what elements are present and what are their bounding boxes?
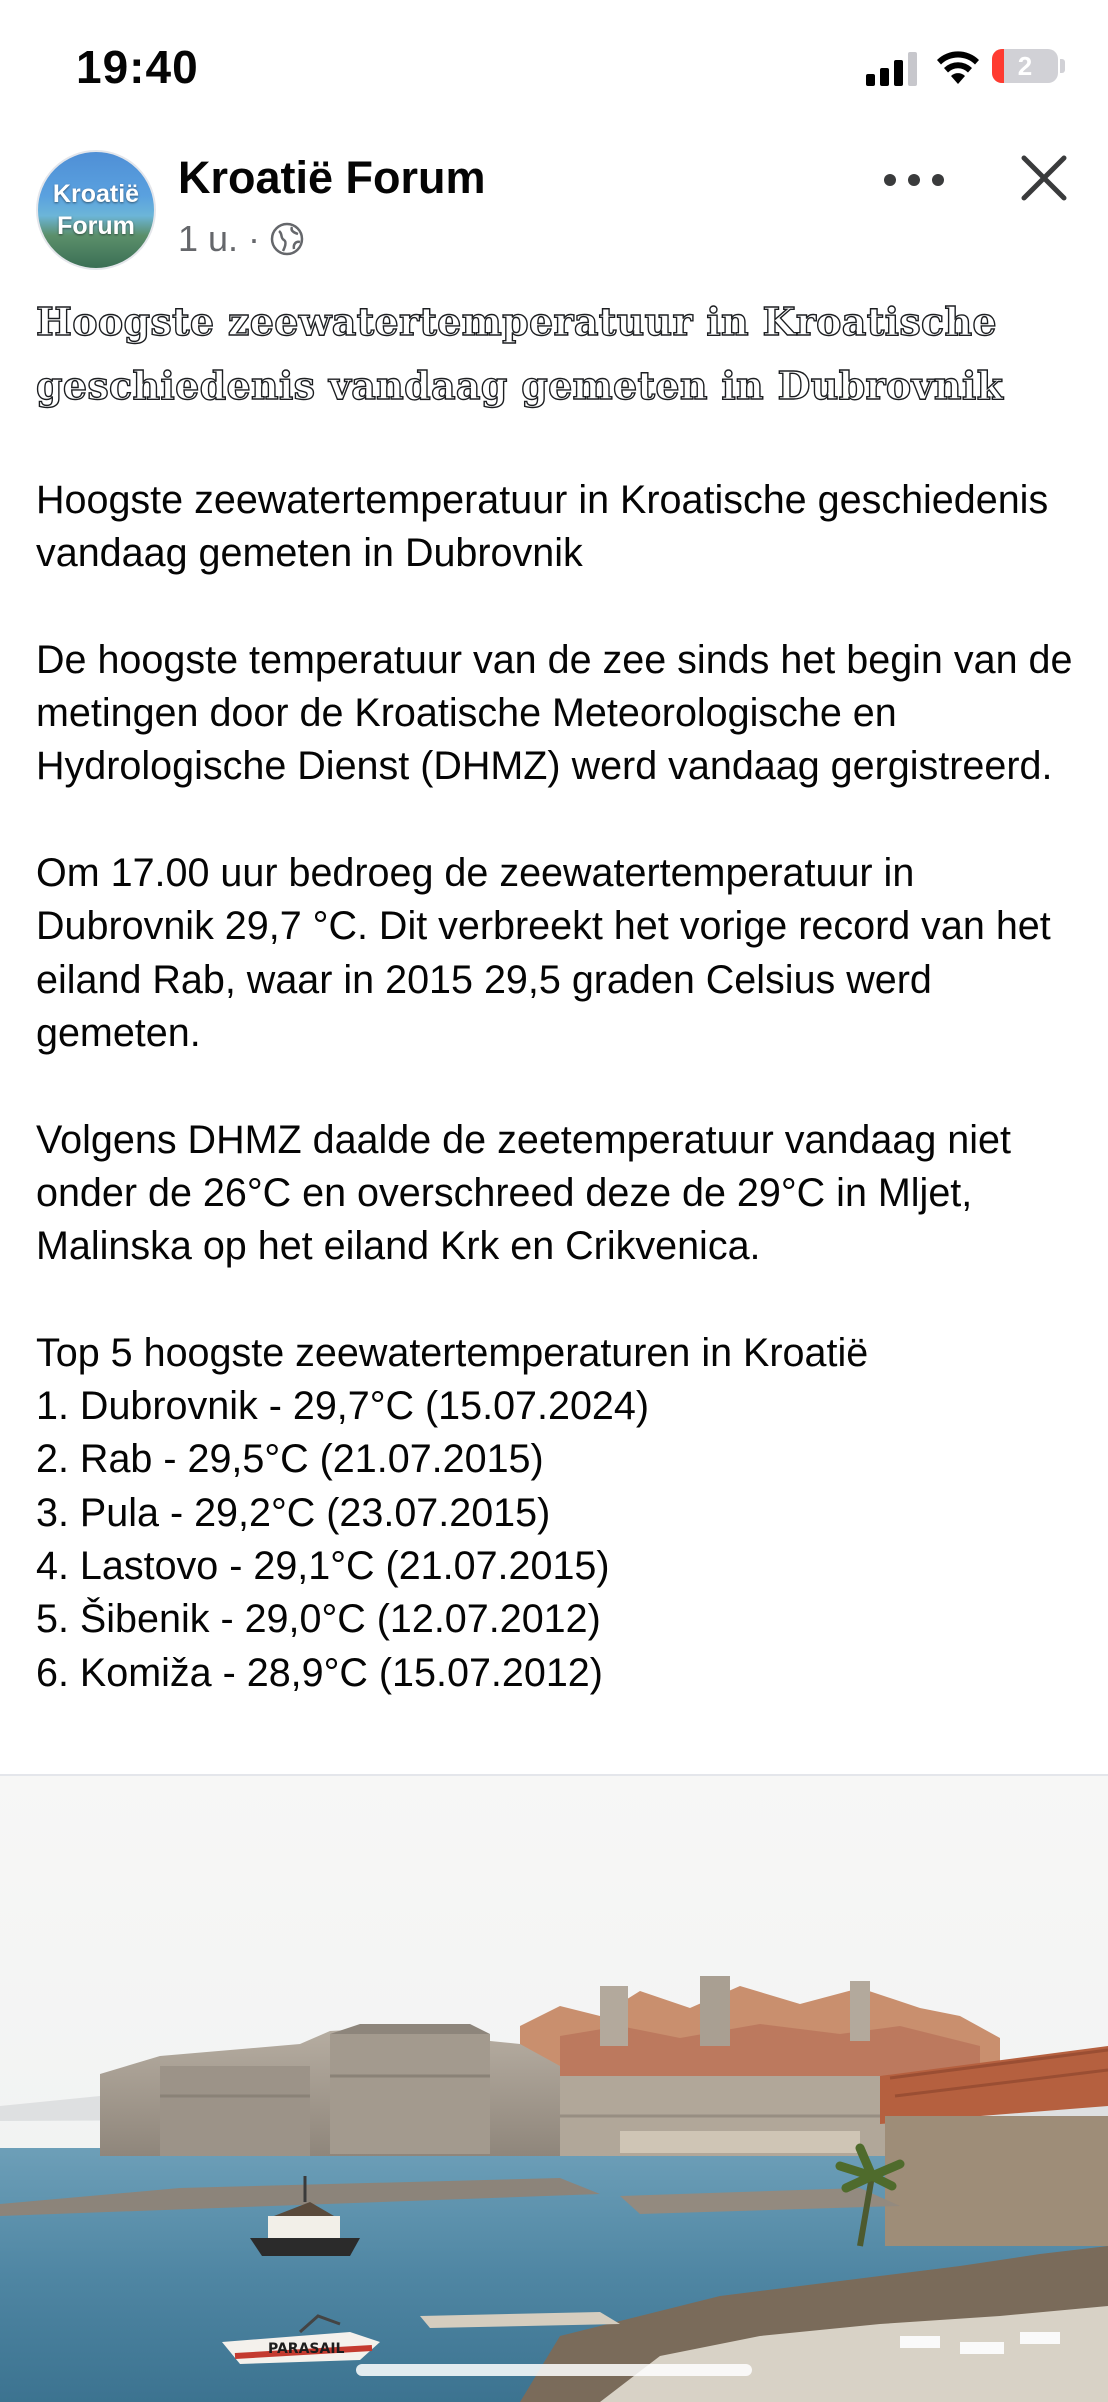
list-item: 5. Šibenik - 29,0°C (12.07.2012) — [36, 1597, 601, 1642]
list-heading: Top 5 hoogste zeewatertemperaturen in Kroatië — [36, 1330, 869, 1375]
list-item: 6. Komiža - 28,9°C (15.07.2012) — [36, 1650, 603, 1695]
post-paragraph: De hoogste temperatuur van de zee sinds het begin van de metingen door de Kroatische Meteorologische en Hydrologische Dienst (DHMZ) werd vandaag gergistreerd. — [36, 637, 1073, 789]
cellular-signal-icon — [866, 50, 918, 86]
battery-icon — [992, 49, 1058, 83]
home-indicator[interactable] — [356, 2364, 752, 2376]
post-paragraph: Volgens DHMZ daalde de zeetemperatuur vandaag niet onder de 26°C en overschreed deze de 29°C in Mljet, Malinska op het eiland Krk en Crikvenica. — [36, 1117, 1011, 1269]
post-paragraph: Hoogste zeewatertemperatuur in Kroatische geschiedenis vandaag gemeten in Dubrovnik — [36, 478, 1049, 576]
list-item: 2. Rab - 29,5°C (21.07.2015) — [36, 1437, 544, 1482]
status-time: 19:40 — [76, 41, 199, 93]
list-item: 3. Pula - 29,2°C (23.07.2015) — [36, 1490, 551, 1535]
more-horizontal-icon[interactable] — [884, 162, 944, 198]
status-bar — [0, 0, 1108, 130]
post-paragraph: Om 17.00 uur bedroeg de zeewatertemperatuur in Dubrovnik 29,7 °C. Dit verbreekt het vorige record van het eiland Rab, waar in 2015 29,5 graden Celsius werd gemeten. — [36, 851, 1051, 1055]
list-item: 4. Lastovo - 29,1°C (21.07.2015) — [36, 1543, 610, 1588]
post-meta — [178, 218, 304, 260]
wifi-icon — [934, 46, 982, 86]
page-name[interactable]: Kroatië Forum — [178, 152, 486, 203]
dubrovnik-harbour-image — [0, 1776, 1108, 2402]
post-time[interactable]: 1 u. — [178, 218, 239, 259]
post-styled-title: Hoogste zeewatertemperatuur in Kroatische geschiedenis vandaag gemeten in Dubrovnik — [36, 299, 1004, 408]
meta-separator: · — [248, 218, 261, 259]
close-icon[interactable] — [1016, 150, 1072, 206]
post-body — [36, 474, 1096, 1700]
globe-icon — [270, 222, 304, 256]
page-avatar[interactable] — [36, 150, 156, 270]
boat-label: PARASAIL — [268, 2341, 345, 2357]
battery-nub — [1060, 59, 1065, 73]
battery-level: 2 — [1017, 51, 1033, 81]
post-photo[interactable] — [0, 1774, 1108, 2402]
list-item: 1. Dubrovnik - 29,7°C (15.07.2024) — [36, 1384, 650, 1429]
avatar-text-bottom: Forum — [57, 212, 135, 240]
avatar-text-top: Kroatië — [52, 180, 140, 208]
temperature-list — [36, 1380, 1096, 1700]
